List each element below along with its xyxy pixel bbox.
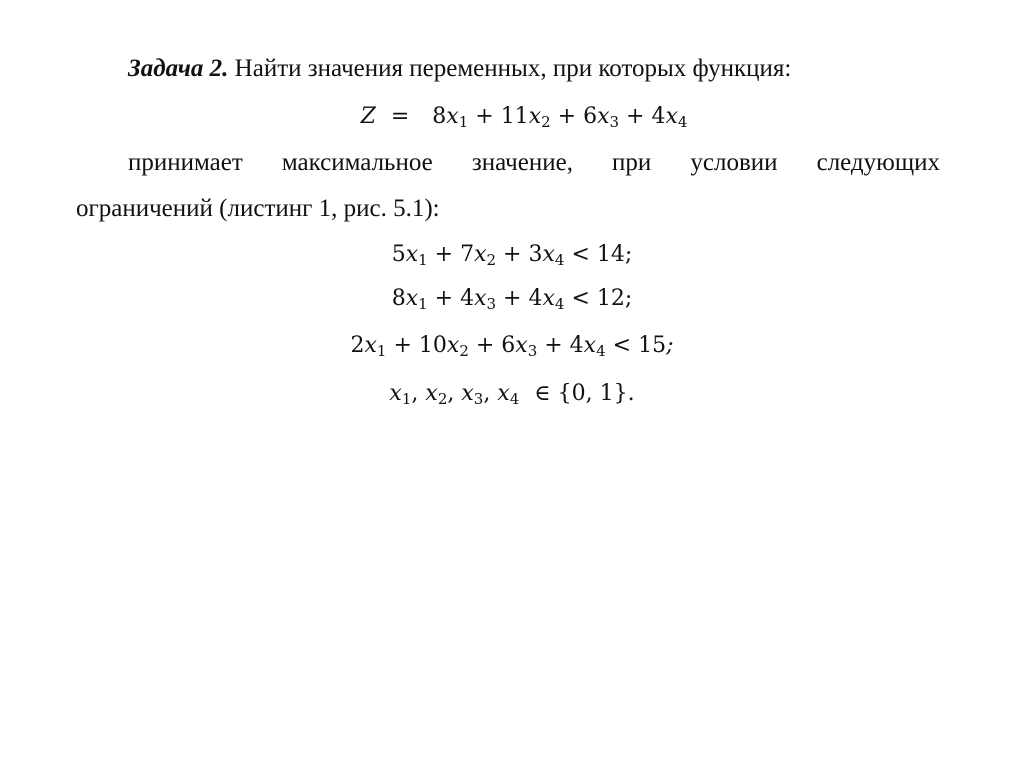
constraint-3: $2x_1 + 10x_2 + 6x_3 + 4x_4 < 15$; [350,333,674,360]
constraint-1: $5x_1 + 7x_2 + 3x_4 < 14$; [391,242,633,269]
objective-term: $4x_4$ [651,104,688,131]
objective-rel: = [390,104,410,129]
domain-constraint: $x_1$, $x_2$, $x_3$, $x_4$ ∈ {0, 1}. [389,381,635,408]
body-text-line1 [128,148,940,178]
body-text-line2: ограничений (листинг 1, рис. 5.1): [76,195,440,222]
task-line [128,54,791,84]
objective-term: $6x_3$ [583,104,620,131]
objective-function: $Z = 8x_1 + 11x_2 + 6x_3 + 4x_4$ [360,104,688,131]
objective-term: $8x_1$ [432,104,469,131]
body-word: значение, [471,149,573,176]
constraint-2: $8x_1 + 4x_3 + 4x_4 < 12$; [391,286,633,313]
task-label: Задача 2. [128,55,229,82]
body-word: принимает [128,149,243,176]
task-statement: Найти значения переменных, при которых функция: [234,55,792,82]
body-word: максимальное [281,149,433,176]
body-word: условии [690,149,778,176]
body-word: следующих [816,149,940,176]
objective-lhs: Z [360,104,376,129]
objective-term: $11x_2$ [500,104,551,131]
body-word: при [612,149,652,176]
